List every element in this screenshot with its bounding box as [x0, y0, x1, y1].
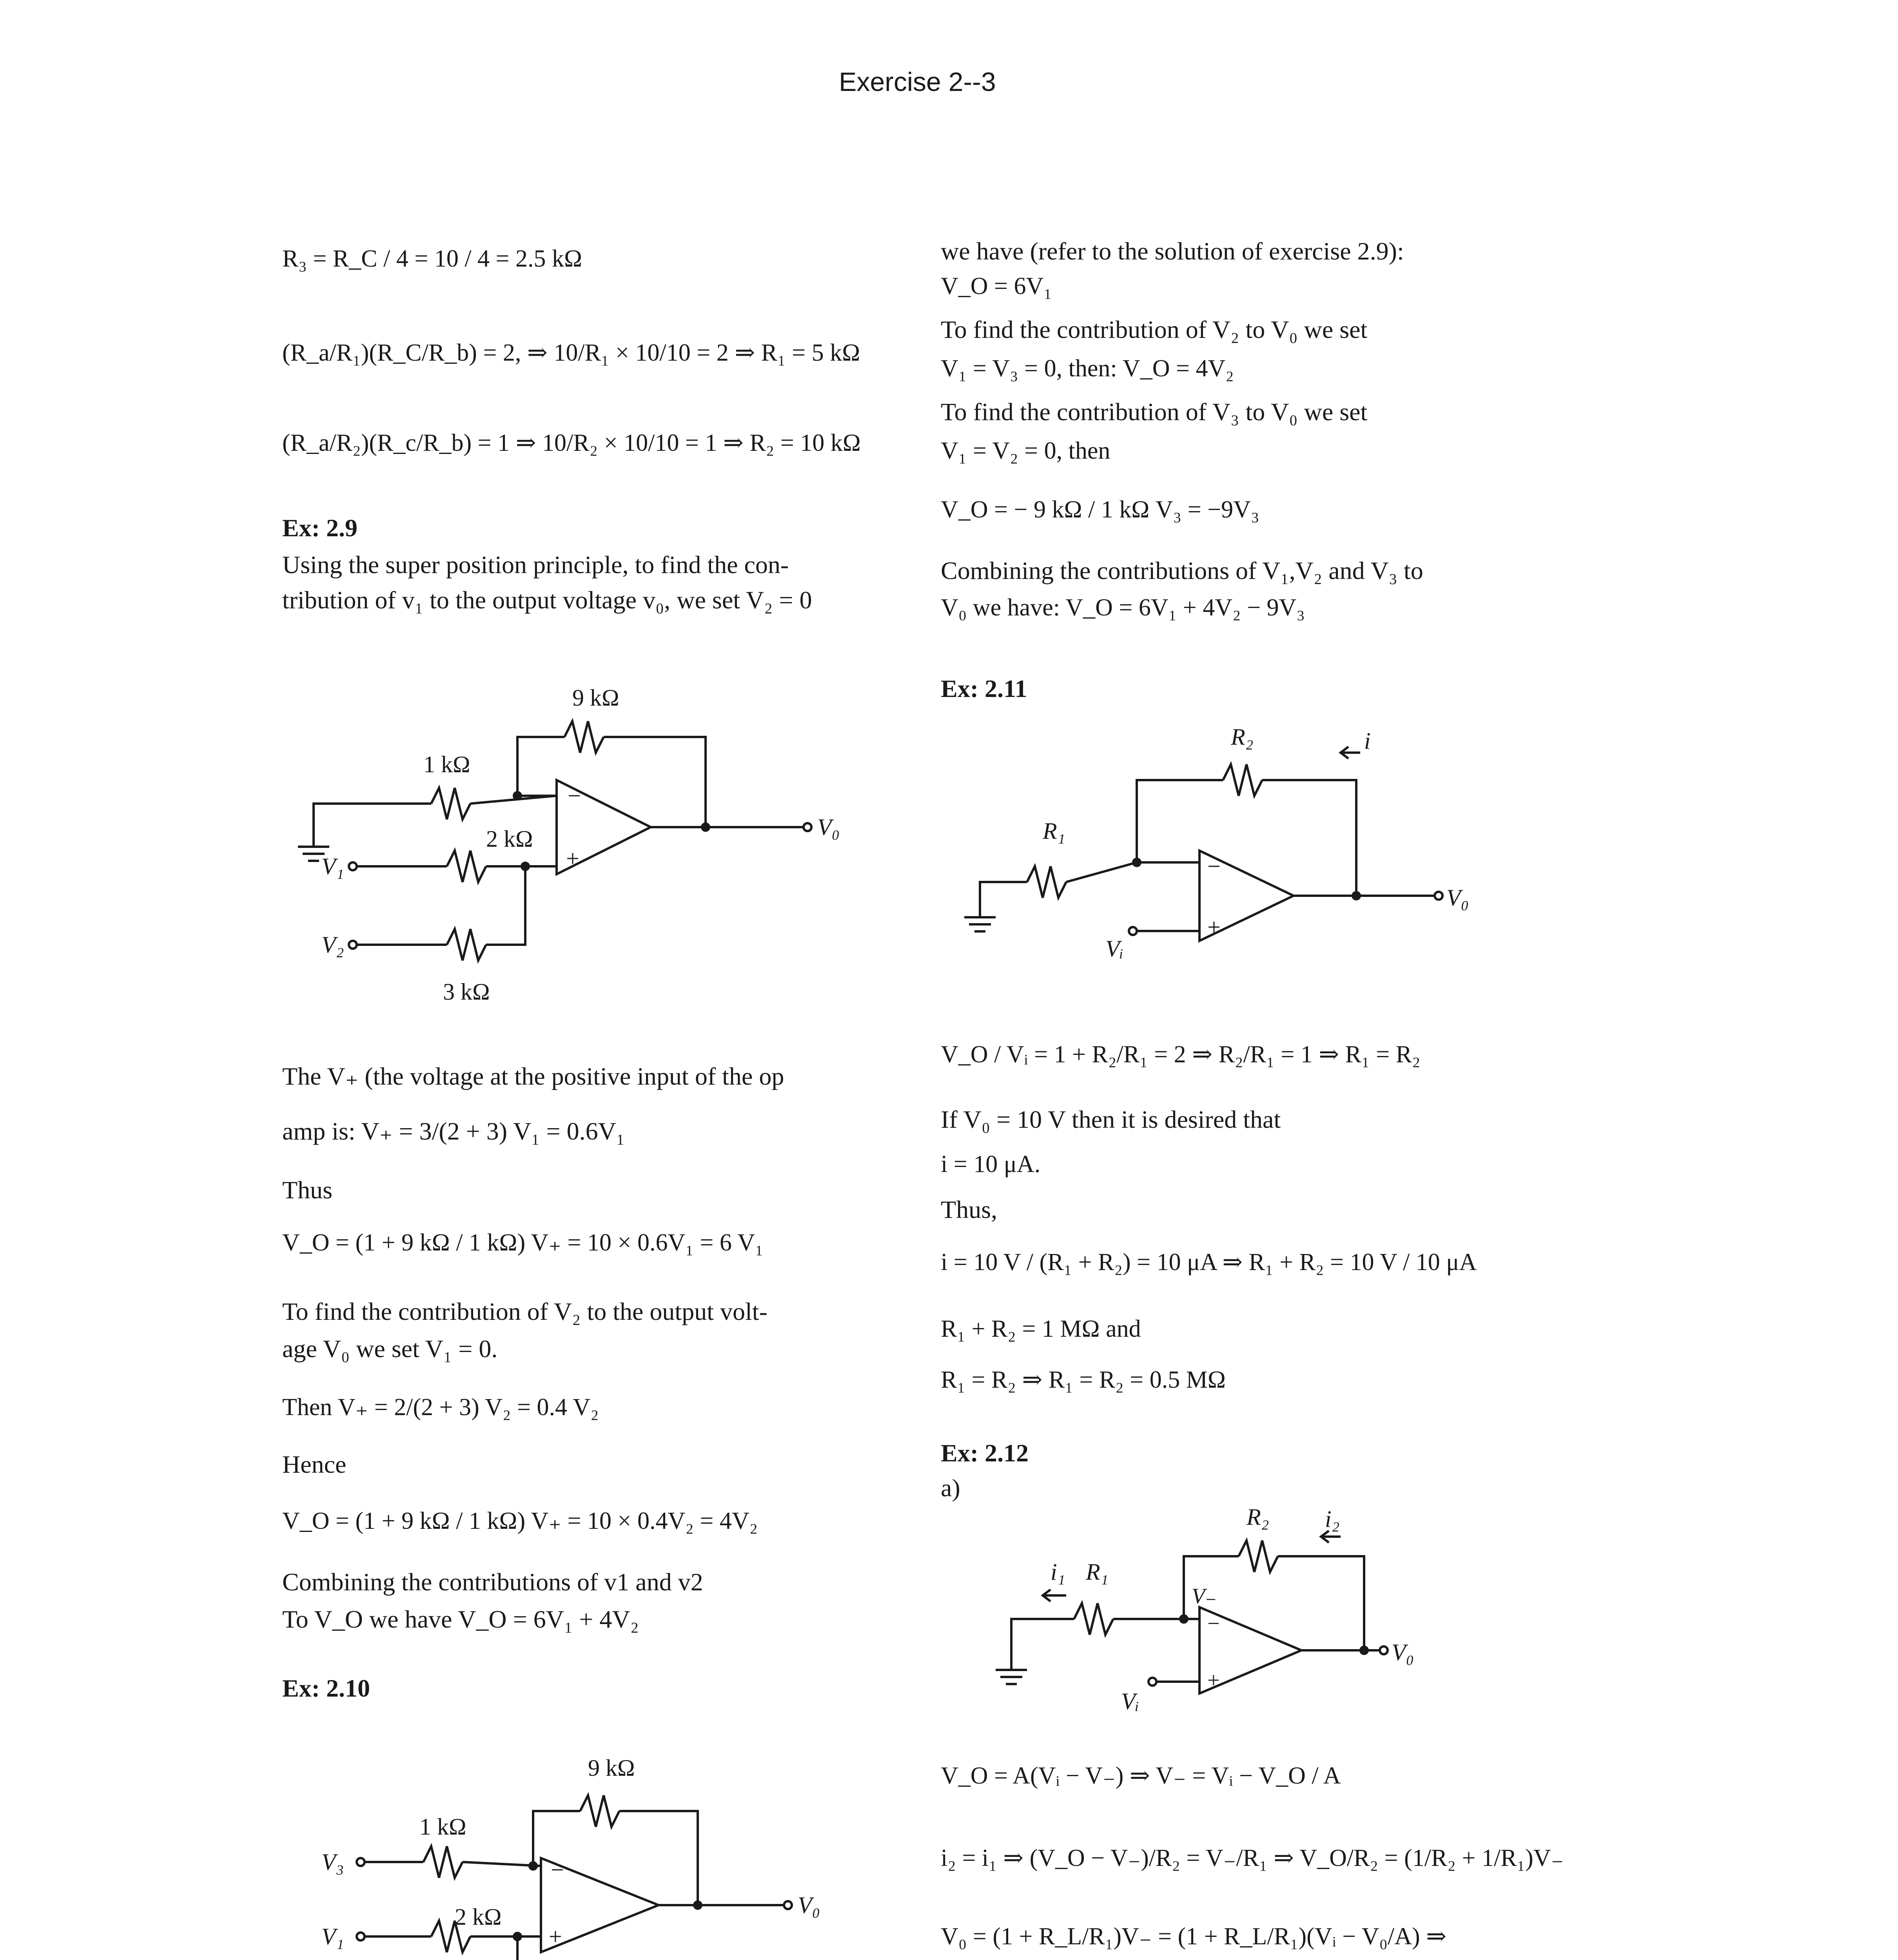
right-line9: V₀ we have: V_O = 6V₁ + 4V₂ − 9V₃	[941, 594, 1305, 621]
label-i2: i₂	[1325, 1506, 1340, 1532]
svg-text:−: −	[1207, 1612, 1220, 1636]
label-3k: 3 kΩ	[443, 979, 490, 1005]
exercise-2-10-heading: Ex: 2.10	[282, 1674, 370, 1702]
circuit-diagram-ex29	[274, 662, 862, 1015]
label-1k: 1 kΩ	[419, 1814, 466, 1840]
exercise-2-9-heading: Ex: 2.9	[282, 514, 357, 542]
equation-a2: i₂ = i₁ ⇒ (V_O − V₋)/R₂ = V₋/R₁ ⇒ V_O/R₂ = (1/R₂ + 1/R₁)V₋	[941, 1845, 1564, 1871]
hence-label: Hence	[282, 1450, 347, 1478]
circuit-diagram-ex210	[306, 1740, 855, 1960]
label-vo: V₀	[1392, 1639, 1414, 1665]
label-vo: V₀	[817, 814, 840, 840]
circuit-diagram-ex211	[949, 721, 1521, 972]
resistor-2k	[447, 851, 486, 882]
label-vminus: V₋	[1192, 1584, 1217, 1608]
svg-text:−: −	[1207, 853, 1221, 879]
label-v1: V₁	[321, 853, 344, 879]
svg-text:+: +	[1207, 1668, 1220, 1693]
equation-sum: R₁ + R₂ = 1 MΩ and	[941, 1316, 1141, 1342]
right-line5: To find the contribution of V₃ to V₀ we set	[941, 398, 1368, 426]
svg-text:−: −	[568, 783, 581, 809]
page-title: Exercise 2--3	[839, 67, 996, 97]
label-vo: V₀	[798, 1892, 820, 1918]
combine-line2: To V_O we have V_O = 6V₁ + 4V₂	[282, 1605, 639, 1633]
label-v3: V₃	[321, 1849, 344, 1875]
label-vi: Vᵢ	[1105, 936, 1124, 962]
equation-vplus-v2: Then V₊ = 2/(2 + 3) V₂ = 0.4 V₂	[282, 1394, 599, 1421]
equation-gain: V_O / Vᵢ = 1 + R₂/R₁ = 2 ⇒ R₂/R₁ = 1 ⇒ R₁ = R₂	[941, 1041, 1421, 1068]
svg-text:+: +	[566, 846, 579, 871]
equation-equal: R₁ = R₂ ⇒ R₁ = R₂ = 0.5 MΩ	[941, 1367, 1226, 1393]
label-2k: 2 kΩ	[455, 1904, 502, 1930]
resistor-1k	[431, 788, 470, 819]
equation-a1: V_O = A(Vᵢ − V₋) ⇒ V₋ = Vᵢ − V_O / A	[941, 1762, 1341, 1789]
label-9k: 9 kΩ	[588, 1755, 635, 1781]
right-line3: To find the contribution of V₂ to V₀ we set	[941, 316, 1368, 343]
right-line7: V_O = − 9 kΩ / 1 kΩ V₃ = −9V₃	[941, 496, 1259, 523]
label-i: i	[1364, 728, 1371, 754]
label-v1: V₁	[321, 1924, 344, 1949]
resistor-9k	[564, 721, 604, 753]
resistor-3k	[447, 929, 486, 960]
circuit-diagram-ex212	[988, 1505, 1497, 1725]
svg-text:−: −	[551, 1857, 564, 1883]
exercise-2-11-heading: Ex: 2.11	[941, 675, 1027, 702]
equation-vo-v1: V_O = (1 + 9 kΩ / 1 kΩ) V₊ = 10 × 0.6V₁ = 6 V₁	[282, 1229, 764, 1256]
i-value: i = 10 μA.	[941, 1151, 1041, 1178]
svg-text:+: +	[1207, 914, 1221, 940]
vplus-text-line2: amp is: V₊ = 3/(2 + 3) V₁ = 0.6V₁	[282, 1117, 625, 1145]
part-a-label: a)	[941, 1474, 960, 1502]
equation-r2: (R_a/R₂)(R_c/R_b) = 1 ⇒ 10/R₂ × 10/10 = 1 ⇒ R₂ = 10 kΩ	[282, 430, 861, 456]
vplus-text-line1: The V₊ (the voltage at the positive input of the op	[282, 1062, 784, 1090]
right-line6: V₁ = V₂ = 0, then	[941, 437, 1110, 464]
thus-label: Thus	[282, 1176, 332, 1204]
thus-label-right: Thus,	[941, 1196, 997, 1223]
equation-r3: R₃ = R_C / 4 = 10 / 4 = 2.5 kΩ	[282, 245, 582, 272]
right-line1: we have (refer to the solution of exercise 2.9):	[941, 237, 1404, 265]
contrib-v2-line1: To find the contribution of V₂ to the output volt-	[282, 1298, 768, 1325]
equation-a3: V₀ = (1 + R_L/R₁)V₋ = (1 + R_L/R₁)(Vᵢ − V₀/A) ⇒	[941, 1923, 1447, 1950]
combine-line1: Combining the contributions of v1 and v2	[282, 1568, 703, 1596]
right-line4: V₁ = V₃ = 0, then: V_O = 4V₂	[941, 355, 1234, 382]
right-line2: V_O = 6V₁	[941, 273, 1052, 299]
exercise-2-12-heading: Ex: 2.12	[941, 1439, 1029, 1467]
svg-text:+: +	[549, 1924, 562, 1949]
equation-vo-v2: V_O = (1 + 9 kΩ / 1 kΩ) V₊ = 10 × 0.4V₂ = 4V₂	[282, 1508, 758, 1534]
label-vo: V₀	[1446, 885, 1469, 911]
label-9k: 9 kΩ	[572, 685, 619, 711]
equation-r1: (R_a/R₁)(R_C/R_b) = 2, ⇒ 10/R₁ × 10/10 = 2 ⇒ R₁ = 5 kΩ	[282, 339, 860, 366]
equation-i: i = 10 V / (R₁ + R₂) = 10 μA ⇒ R₁ + R₂ = 10 V / 10 μA	[941, 1249, 1477, 1276]
right-line8: Combining the contributions of V₁,V₂ and V₃ to	[941, 557, 1423, 584]
label-i1: i₁	[1051, 1559, 1065, 1585]
label-v2: V₂	[321, 932, 344, 958]
label-r2: R₂	[1231, 724, 1254, 750]
ex29-text-line2: tribution of v₁ to the output voltage v₀, we set V₂ = 0	[282, 586, 812, 614]
ex29-text-line1: Using the super position principle, to find the con-	[282, 551, 789, 579]
contrib-v2-line2: age V₀ we set V₁ = 0.	[282, 1335, 498, 1363]
label-1k: 1 kΩ	[423, 751, 470, 777]
label-r1: R₁	[1086, 1559, 1109, 1585]
label-r2: R₂	[1247, 1505, 1269, 1530]
label-r1: R₁	[1043, 818, 1065, 844]
if-vo-text: If V₀ = 10 V then it is desired that	[941, 1105, 1281, 1133]
label-2k: 2 kΩ	[486, 826, 533, 852]
label-vi: Vᵢ	[1121, 1688, 1140, 1714]
